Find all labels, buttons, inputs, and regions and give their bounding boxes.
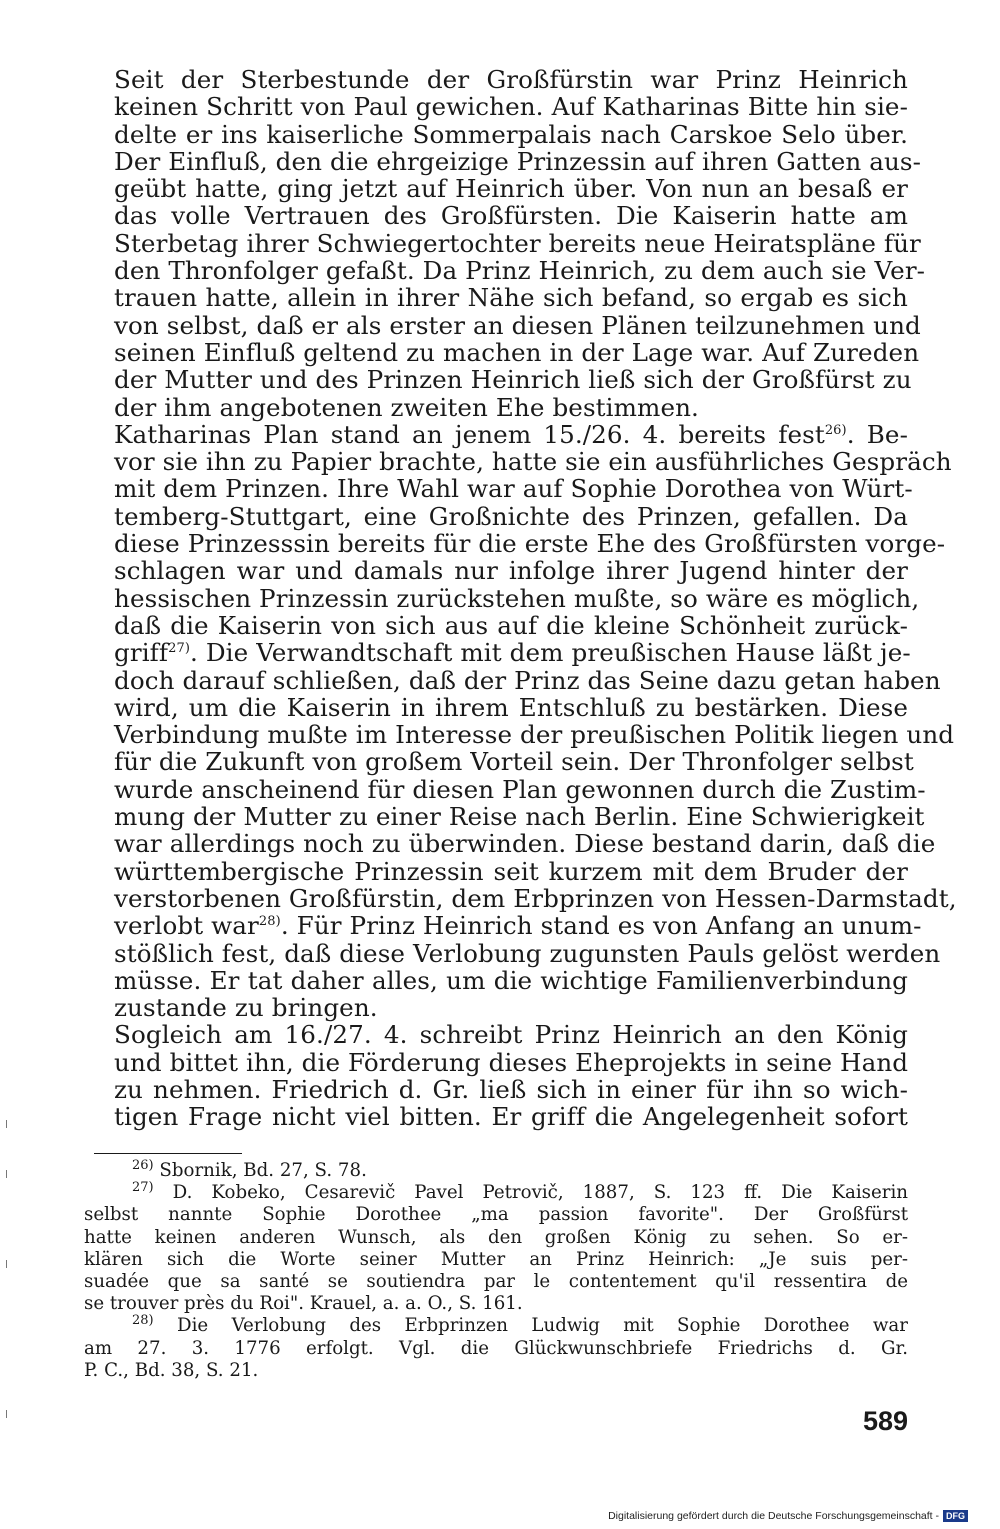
paragraph-3 — [84, 1021, 908, 1130]
credit-text: Digitalisierung gefördert durch die Deutsche Forschungsgemeinschaft - — [608, 1510, 939, 1522]
text-line: delte er ins kaiserliche Sommerpalais nach Carskoe Selo über. — [114, 119, 908, 149]
text-line: Sterbetag ihrer Schwiegertochter bereits neue Heiratspläne für — [114, 228, 921, 258]
footnote-mark: 27) — [132, 1180, 154, 1196]
footnote-line: hatte keinen anderen Wunsch, als den großen König zu sehen. So er- — [84, 1226, 908, 1248]
text-line: seinen Einfluß geltend zu machen in der Lage war. Auf Zureden — [114, 337, 920, 367]
text-line: trauen hatte, allein in ihrer Nähe sich befand, so ergab es sich — [114, 283, 908, 313]
text-line: von selbst, daß er als erster an diesen Plänen teilzunehmen und — [114, 310, 921, 340]
text-line: geübt hatte, ging jetzt auf Heinrich über. Von nun an besaß er — [114, 174, 908, 204]
margin-mark — [6, 1170, 7, 1178]
footnote-ref-27: 27) — [168, 641, 190, 657]
text-line: schlagen war und damals nur infolge ihrer Jugend hinter der — [114, 556, 908, 586]
footnote-divider — [94, 1153, 242, 1154]
text-line: der Mutter und des Prinzen Heinrich ließ sich der Großfürst zu — [114, 365, 912, 395]
footnote-line: $^{27)}$ D. Kobeko, Cesarevič Pavel Petrovič, 1887, S. 123 ff. Die Kaiserin — [132, 1180, 908, 1204]
margin-mark — [6, 1410, 7, 1418]
footnote-26 — [84, 1157, 908, 1182]
text-line: mit dem Prinzen. Ihre Wahl war auf Sophie Dorothea von Würt- — [114, 474, 913, 504]
main-text — [84, 65, 957, 1132]
text-line: vor sie ihn zu Papier brachte, hatte sie ein ausführliches Gespräch — [114, 447, 952, 477]
footnote-ref-28: 28) — [258, 914, 281, 930]
text-line: doch darauf schließen, daß der Prinz das Seine dazu getan haben — [114, 665, 941, 695]
page-number: 589 — [862, 1406, 908, 1436]
paragraph-2 — [84, 419, 957, 1023]
footnote-line: $^{26)}$ Sbornik, Bd. 27, S. 78. — [132, 1157, 367, 1181]
text-line: Seit der Sterbestunde der Großfürstin war Prinz Heinrich — [114, 65, 908, 94]
text-line: temberg-Stuttgart, eine Großnichte des Prinzen, gefallen. Da — [114, 501, 908, 531]
text-line: müsse. Er tat daher alles, um die wichtige Familienverbindung — [114, 965, 908, 995]
text-line: diese Prinzesssin bereits für die erste Ehe des Großfürsten vorge- — [114, 529, 946, 559]
text-line: Der Einfluß, den die ehrgeizige Prinzessin auf ihren Gatten aus- — [114, 146, 922, 176]
footnote-line: suadée que sa santé se soutiendra par le contentement qu'il ressentira de — [84, 1271, 908, 1293]
text-line: verlobt war$^{28)}$. Für Prinz Heinrich stand es von Anfang an unum- — [114, 911, 922, 941]
margin-mark — [6, 1120, 7, 1128]
footnotes — [84, 1157, 908, 1382]
text-line: tigen Frage nicht viel bitten. Er griff die Angelegenheit sofort — [114, 1102, 908, 1132]
footnote-27 — [84, 1182, 908, 1315]
text-line: der ihm angebotenen zweiten Ehe bestimmen. — [114, 392, 699, 422]
dfg-logo: DFG — [943, 1510, 968, 1522]
paragraph-1 — [84, 65, 926, 422]
text-line: zu nehmen. Friedrich d. Gr. ließ sich in einer für ihn so wich- — [114, 1074, 908, 1104]
footnote-mark: 26) — [132, 1157, 154, 1173]
text-line: mung der Mutter zu einer Reise nach Berlin. Eine Schwierigkeit — [114, 802, 925, 832]
text-line: zustande zu bringen. — [114, 993, 378, 1023]
footnote-mark: 28) — [132, 1313, 154, 1329]
text-line: wurde anscheinend für diesen Plan gewonnen durch die Zustim- — [114, 774, 926, 804]
footnote-line: $^{28)}$ Die Verlobung des Erbprinzen Ludwig mit Sophie Dorothee war — [132, 1313, 908, 1337]
digitization-credit — [608, 1510, 968, 1522]
footnote-28 — [84, 1315, 908, 1382]
text-line: wird, um die Kaiserin in ihrem Entschluß zu bestärken. Diese — [114, 692, 908, 722]
text-line: Katharinas Plan stand an jenem 15./26. 4. bereits fest$^{26)}$. Be- — [114, 419, 908, 449]
text-line: stößlich fest, daß diese Verlobung zugunsten Pauls gelöst werden — [114, 938, 941, 968]
footnote-line: se trouver près du Roi". Krauel, a. a. O., S. 161. — [84, 1293, 523, 1315]
text-line: und bittet ihn, die Förderung dieses Eheprojekts in seine Hand — [114, 1047, 909, 1077]
text-line: das volle Vertrauen des Großfürsten. Die Kaiserin hatte am — [114, 201, 908, 231]
footnote-ref-26: 26) — [824, 422, 847, 438]
footnote-line: P. C., Bd. 38, S. 21. — [84, 1359, 259, 1381]
text-line: keinen Schritt von Paul gewichen. Auf Katharinas Bitte hin sie- — [114, 92, 908, 122]
text-line: verstorbenen Großfürstin, dem Erbprinzen von Hessen-Darmstadt, — [114, 883, 957, 913]
margin-mark — [6, 1260, 7, 1268]
text-line: Verbindung mußte im Interesse der preußischen Politik liegen und — [114, 720, 955, 750]
text-line: württembergische Prinzessin seit kurzem mit dem Bruder der — [114, 856, 908, 886]
text-line: daß die Kaiserin von sich aus auf die kleine Schönheit zurück- — [114, 610, 908, 640]
footnote-line: am 27. 3. 1776 erfolgt. Vgl. die Glückwunschbriefe Friedrichs d. Gr. — [84, 1337, 908, 1359]
text-line: für die Zukunft von großem Vorteil sein. Der Thronfolger selbst — [114, 747, 914, 777]
footnote-line: selbst nannte Sophie Dorothee „ma passion favorite". Der Großfürst — [84, 1204, 908, 1226]
text-line: Sogleich am 16./27. 4. schreibt Prinz Heinrich an den König — [114, 1020, 908, 1050]
text-line: hessischen Prinzessin zurückstehen mußte, so wäre es möglich, — [114, 583, 920, 613]
text-line: war allerdings noch zu überwinden. Diese bestand darin, daß die — [114, 829, 936, 859]
text-line: griff$^{27)}$. Die Verwandtschaft mit dem preußischen Hause läßt je- — [114, 638, 911, 668]
footnote-line: klären sich die Worte seiner Mutter an Prinz Heinrich: „Je suis per- — [84, 1248, 908, 1270]
text-line: den Thronfolger gefaßt. Da Prinz Heinrich, zu dem auch sie Ver- — [114, 256, 926, 286]
